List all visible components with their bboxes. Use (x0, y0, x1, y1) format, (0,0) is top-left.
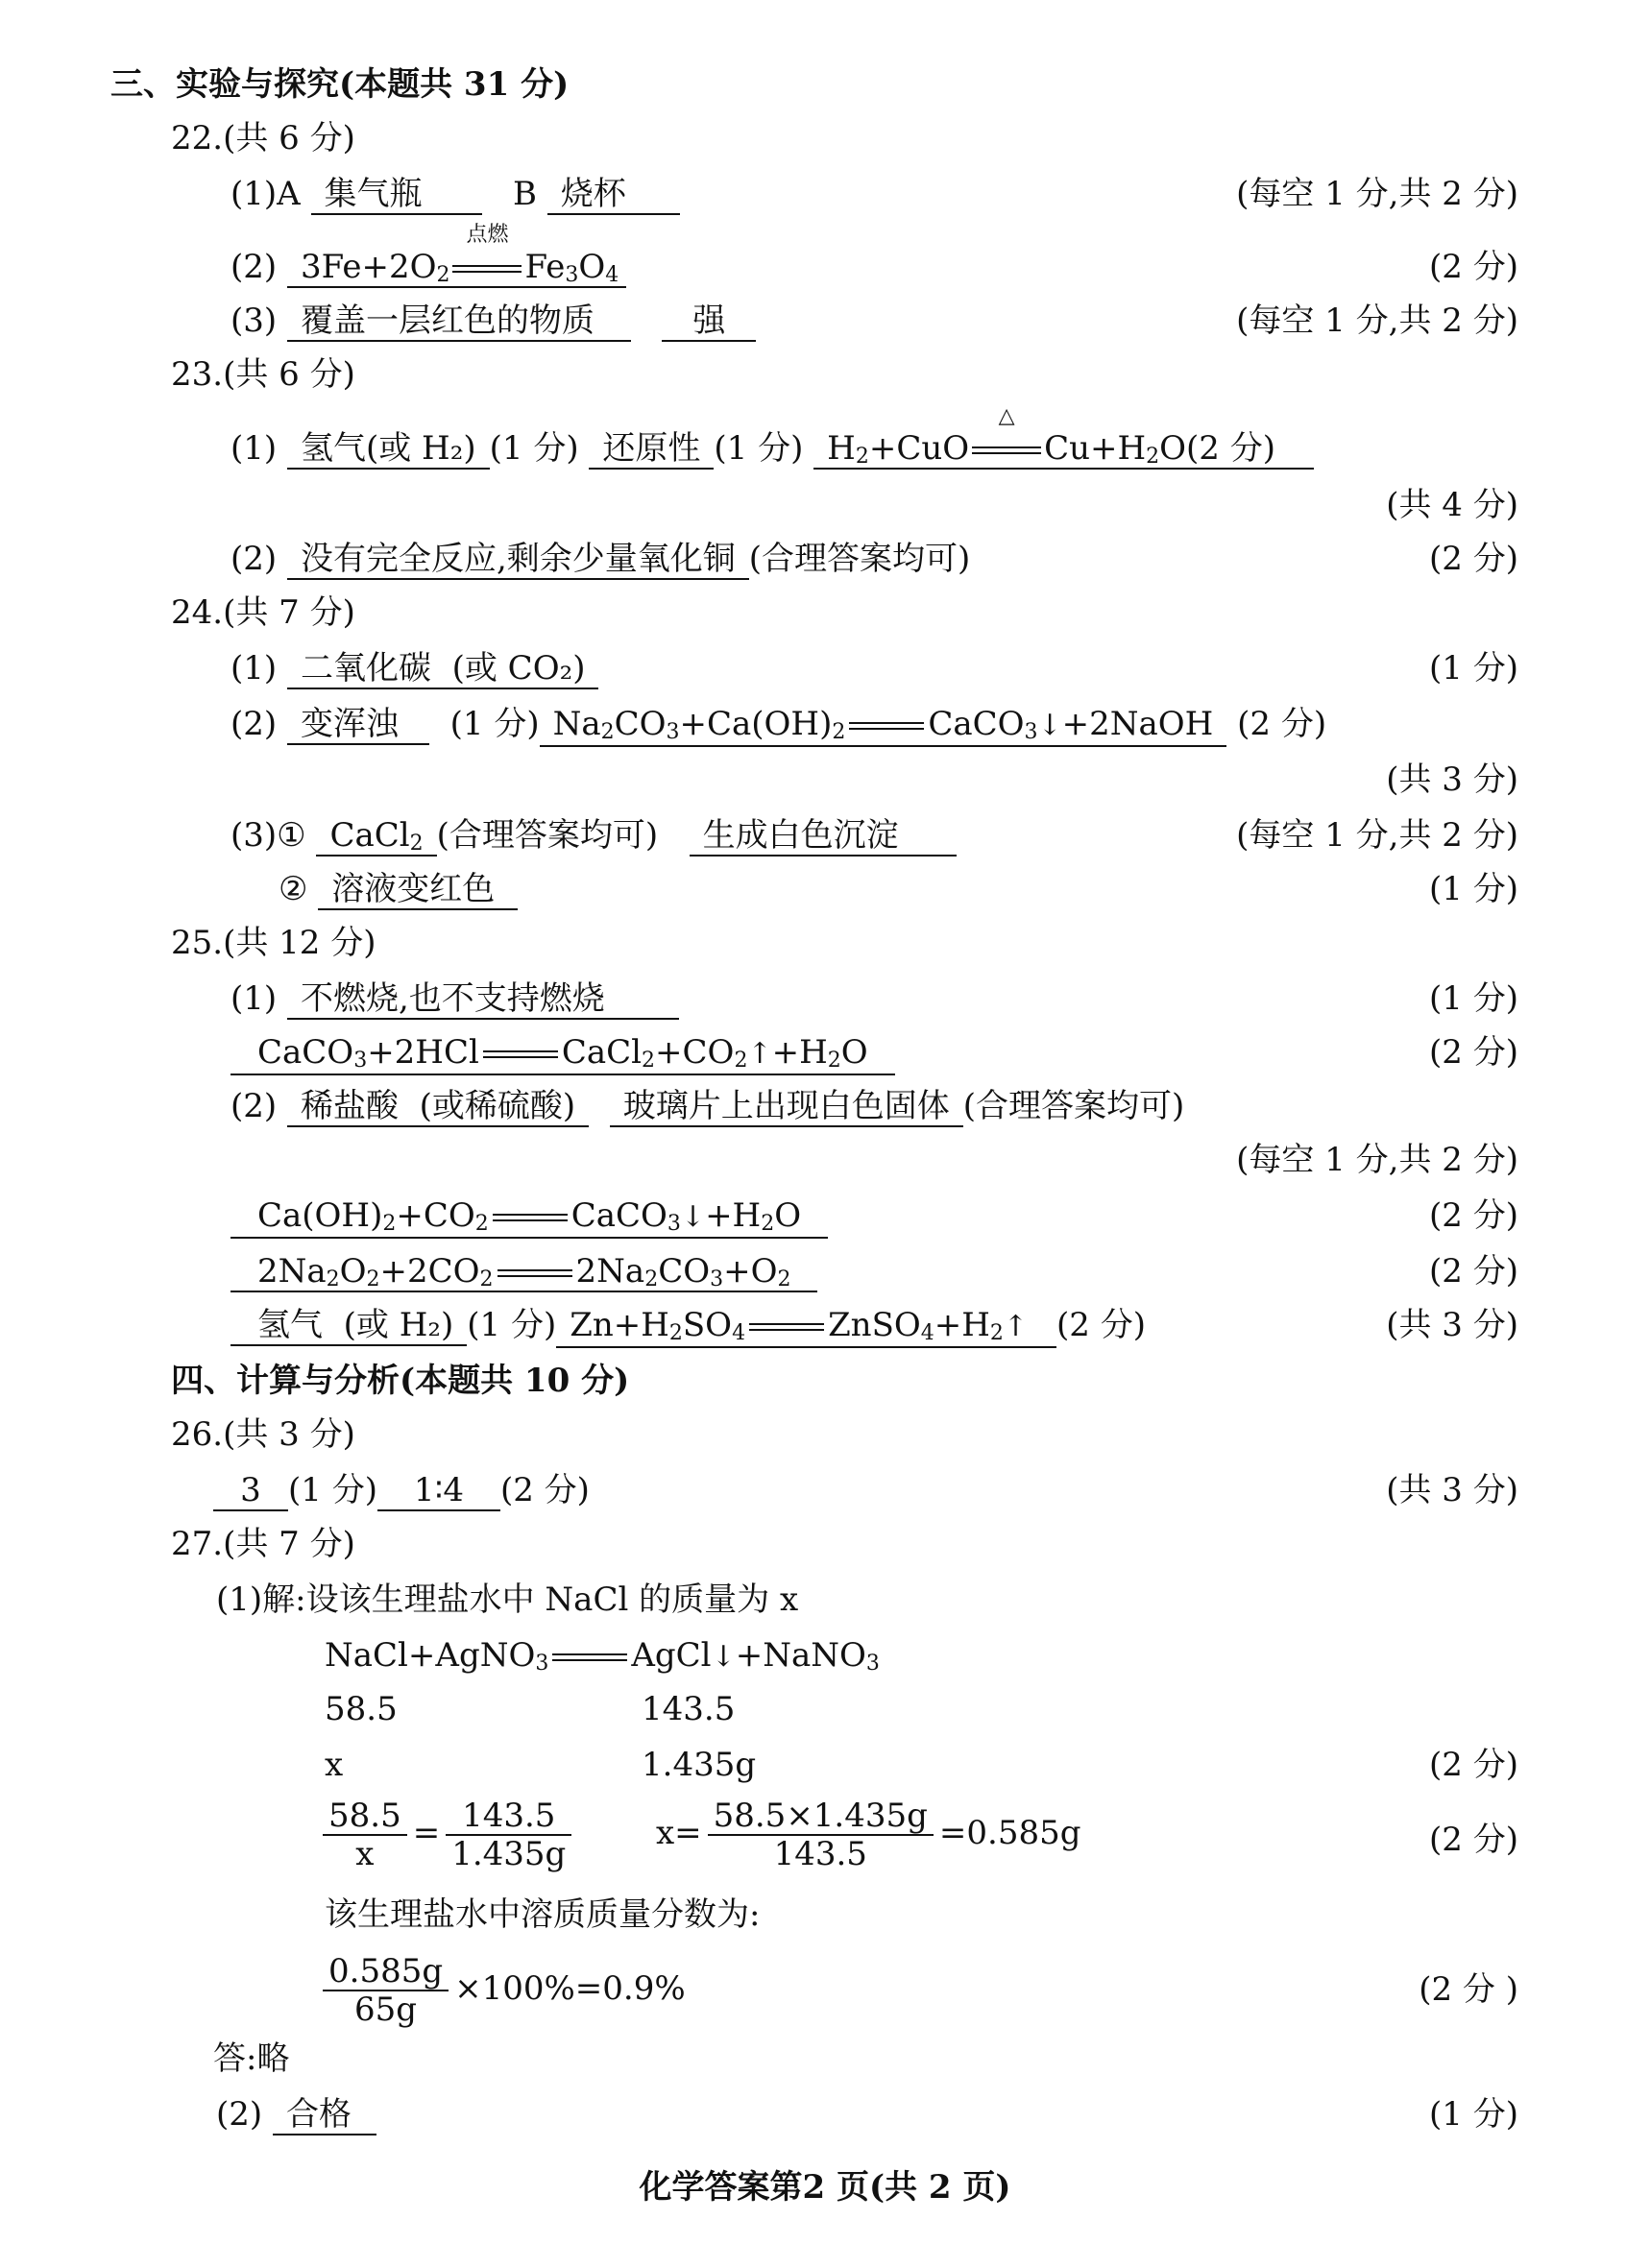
points: (2 分) (1056, 1306, 1146, 1344)
answer-blank: 玻璃片上出现白色固体 (610, 1087, 963, 1127)
var-x: x (325, 1746, 344, 1784)
q25-part2 (231, 1087, 1184, 1127)
q27-proportion: $\frac{58.5}{x}$ = $\frac{143.5}{1.435g}$ x= $\frac{58.5\times 1.435g}{143.5}$ =0.585g (317, 1798, 1081, 1872)
answer-blank: 氢气(或 H₂) (287, 429, 490, 470)
score-note: (1 分) (1429, 979, 1518, 1018)
answer-blank: 生成白色沉淀 (690, 816, 957, 857)
q25-part1 (231, 979, 679, 1020)
mass-nacl: 58.5 (325, 1690, 398, 1728)
q24-heading: 24.(共 7 分) (171, 593, 355, 632)
q22-part2 (231, 223, 626, 288)
q27-intro: (1)解:设该生理盐水中 NaCl 的质量为 x (216, 1580, 799, 1619)
var-agcl-mass: 1.435g (642, 1746, 757, 1784)
score-note: (2 分) (1429, 1746, 1518, 1784)
equation-blank: $H_2+CuO$ △ $Cu+H_2O(2$ 分) (813, 429, 1314, 470)
q23-part2 (231, 540, 970, 580)
score-note: (2 分) (1429, 1821, 1518, 1859)
section-4-title: 四、计算与分析(本题共 10 分) (171, 1362, 630, 1400)
note: (合理答案均可) (748, 540, 971, 578)
q26-answer (213, 1471, 590, 1511)
answer-blank: 没有完全反应,剩余少量氧化铜 (287, 540, 749, 580)
answer-blank (287, 1087, 589, 1127)
note: (合理答案均可) (436, 816, 659, 855)
part-label: (1) (231, 649, 278, 688)
fraction: $\frac{0.585g}{65g}$ (323, 1953, 449, 2028)
score-note: (共 3 分) (1386, 1306, 1518, 1344)
answer-blank: 不燃烧,也不支持燃烧 (287, 979, 679, 1020)
score-note: (2 分 ) (1419, 1970, 1518, 2009)
score-note: (共 3 分) (1386, 1471, 1518, 1509)
points: (2 分) (1237, 705, 1327, 743)
q25-heading: 25.(共 12 分) (171, 924, 376, 962)
q27-heading: 27.(共 7 分) (171, 1525, 355, 1563)
points: (1 分) (489, 429, 579, 468)
equation-blank: $3Fe+2O_2$ 点燃 $Fe_3O_4$ (287, 248, 626, 288)
answer-blank: 溶液变红色 (318, 870, 518, 910)
q24-part2 (231, 705, 1326, 747)
answer-text: (或 H₂) (343, 1306, 454, 1344)
score-note: (每空 1 分,共 2 分) (1236, 302, 1518, 340)
score-note: (2 分) (1429, 248, 1518, 286)
fraction: $\frac{58.5}{x}$ (323, 1798, 407, 1872)
q24-part1 (231, 649, 598, 689)
q24-part3 (231, 816, 957, 857)
score-note: (1 分) (1429, 2095, 1518, 2134)
score-note: (2 分) (1429, 1196, 1518, 1235)
q27-part2 (216, 2095, 376, 2135)
q22-part3 (231, 302, 756, 342)
points: (2 分) (499, 1471, 590, 1509)
score-note: (1 分) (1429, 649, 1518, 688)
score-note: (共 4 分) (1386, 486, 1518, 524)
note: (合理答案均可) (962, 1087, 1185, 1125)
answer-blank: 3 (213, 1471, 288, 1511)
answer-blank: 变浑浊 (287, 705, 429, 745)
score-note: (共 3 分) (1386, 760, 1518, 799)
part-label: B (512, 175, 537, 213)
score-note: (2 分) (1429, 1033, 1518, 1072)
part-label: (2) (231, 248, 278, 286)
section-3-title: 三、实验与探究(本题共 31 分) (110, 65, 570, 104)
q24-part3-2 (279, 870, 518, 910)
answer-blank: CaCl$_2$ (316, 816, 436, 857)
part-label: (3)① (231, 816, 306, 855)
points: (1 分) (467, 1306, 557, 1344)
points: (1 分) (449, 705, 540, 743)
part-label: (2) (231, 705, 278, 743)
equation-blank: CaCO$_3$+2HCl $CaCl_2+CO_2↑+H_2O$ (231, 1033, 895, 1075)
answer-text: (或稀硫酸) (419, 1087, 576, 1125)
answer-text: 二氧化碳 (300, 649, 431, 688)
condition-label: △ (998, 404, 1015, 428)
part-label: (2) (231, 1087, 278, 1125)
points: (2 分) (1186, 429, 1276, 468)
answer-text: 稀盐酸 (300, 1087, 399, 1125)
q25-equation-3 (231, 1252, 817, 1292)
answer-blank (287, 649, 598, 689)
points: (1 分) (288, 1471, 377, 1509)
part-label: (1)A (231, 175, 301, 213)
score-note: (2 分) (1429, 1252, 1518, 1291)
part-label: (1) (231, 979, 278, 1018)
answer-blank (231, 1306, 467, 1346)
q25-part3 (231, 1306, 1146, 1348)
q26-heading: 26.(共 3 分) (171, 1415, 355, 1454)
answer-blank: 合格 (273, 2095, 376, 2135)
answer-text: (或 CO₂) (451, 649, 586, 688)
q23-part1 (231, 404, 1314, 470)
q27-equation: NaCl+AgNO$_3$ AgCl↓+NaNO$_3$ (325, 1636, 880, 1676)
score-note: (每空 1 分,共 2 分) (1236, 1141, 1518, 1179)
score-note: (1 分) (1429, 870, 1518, 908)
score-note: (每空 1 分,共 2 分) (1236, 816, 1518, 855)
answer-blank: 强 (662, 302, 756, 342)
answer-blank: 烧杯 (547, 175, 680, 215)
part-label: (3) (231, 302, 278, 340)
q27-percent-calc: $\frac{0.585g}{65g}$ ×100%=0.9% (317, 1953, 686, 2028)
q22-part1 (231, 175, 680, 215)
q25-equation-1 (231, 1033, 895, 1075)
equation-blank: $Zn+H_2SO_4$ $ZnSO_4+H_2↑$ (556, 1306, 1056, 1348)
q27-percent-label: 该生理盐水中溶质质量分数为: (325, 1895, 761, 1934)
part-label: (1) (231, 429, 278, 468)
mass-agcl: 143.5 (642, 1690, 736, 1728)
answer-blank: 还原性 (589, 429, 714, 470)
points: (1 分) (714, 429, 804, 468)
answer-blank: 覆盖一层红色的物质 (287, 302, 631, 342)
answer-text: 氢气 (257, 1306, 323, 1344)
q25-equation-2 (231, 1196, 828, 1239)
page-footer: 化学答案第2 页(共 2 页) (639, 2168, 1011, 2207)
score-note: (每空 1 分,共 2 分) (1236, 175, 1518, 213)
answer-blank: 集气瓶 (311, 175, 482, 215)
condition-label: 点燃 (466, 223, 509, 247)
q22-heading: 22.(共 6 分) (171, 119, 355, 157)
part-label: (2) (216, 2095, 263, 2134)
q23-heading: 23.(共 6 分) (171, 355, 355, 394)
part-label: (2) (231, 540, 278, 578)
fraction: $\frac{143.5}{1.435g}$ (446, 1798, 571, 1872)
answer-blank: 1∶4 (377, 1471, 500, 1511)
equation-blank: $Na_2CO_3+Ca(OH)_2$ CaCO$_3$↓+2NaOH (540, 705, 1227, 747)
fraction: $\frac{58.5\times 1.435g}{143.5}$ (708, 1798, 934, 1872)
part-label: ② (279, 870, 308, 908)
equation-blank: $Ca(OH)_2+CO_2$ $CaCO_3↓+H_2O$ (231, 1196, 828, 1239)
equation-blank: $2Na_2O_2+2CO_2$ $2Na_2CO_3+O_2$ (231, 1252, 817, 1292)
score-note: (2 分) (1429, 540, 1518, 578)
q27-answer: 答:略 (213, 2039, 290, 2078)
